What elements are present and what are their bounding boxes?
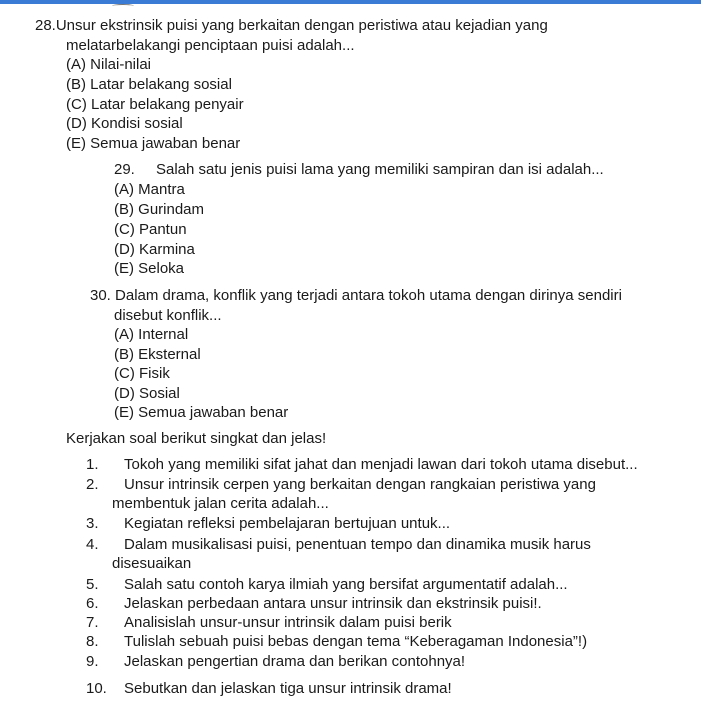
q30-option-a: (A) Internal bbox=[114, 326, 189, 343]
q29-option-d: (D) Karmina bbox=[114, 241, 195, 258]
q28-option-a: (A) Nilai-nilai bbox=[66, 56, 152, 73]
q28-option-b: (B) Latar belakang sosial bbox=[66, 76, 232, 93]
essay-item-10-text: Sebutkan dan jelaskan tiga unsur intrinsik drama! bbox=[124, 680, 452, 697]
q30-option-b: (B) Eksternal bbox=[114, 346, 201, 363]
essay-item-8-text: Tulislah sebuah puisi bebas dengan tema “Keberagaman Indonesia”!) bbox=[124, 633, 588, 650]
q30-option-e: (E) Semua jawaban benar bbox=[114, 404, 289, 421]
essay-item-7-text: Analisislah unsur-unsur intrinsik dalam puisi berik bbox=[124, 614, 452, 631]
q30-stem-line1: 30. Dalam drama, konflik yang terjadi antara tokoh utama dengan dirinya sendiri bbox=[90, 287, 622, 304]
essay-item-7-number: 7. bbox=[86, 614, 99, 631]
cropped-text-fragment bbox=[112, 4, 134, 8]
q29-option-c: (C) Pantun bbox=[114, 221, 187, 238]
essay-item-9-text: Jelaskan pengertian drama dan berikan contohnya! bbox=[124, 653, 466, 670]
essay-item-8-number: 8. bbox=[86, 633, 99, 650]
essay-item-2-text: Unsur intrinsik cerpen yang berkaitan dengan rangkaian peristiwa yang bbox=[124, 476, 596, 493]
essay-item-1-text: Tokoh yang memiliki sifat jahat dan menjadi lawan dari tokoh utama disebut... bbox=[124, 456, 638, 473]
essay-item-4-continuation: disesuaikan bbox=[112, 555, 192, 572]
q30-stem-line2: disebut konflik... bbox=[114, 307, 222, 324]
essay-item-3-text: Kegiatan refleksi pembelajaran bertujuan untuk... bbox=[124, 515, 451, 532]
q29-option-a: (A) Mantra bbox=[114, 181, 185, 198]
q30-option-c: (C) Fisik bbox=[114, 365, 170, 382]
q28-stem-line1: 28.Unsur ekstrinsik puisi yang berkaitan dengan peristiwa atau kejadian yang bbox=[35, 17, 548, 34]
essay-item-6-number: 6. bbox=[86, 595, 99, 612]
q29-option-b: (B) Gurindam bbox=[114, 201, 205, 218]
q29-option-e: (E) Seloka bbox=[114, 260, 185, 277]
q28-stem-line2: melatarbelakangi penciptaan puisi adalah... bbox=[66, 37, 355, 54]
essay-item-5-number: 5. bbox=[86, 576, 99, 593]
essay-item-2-number: 2. bbox=[86, 476, 99, 493]
essay-item-6-text: Jelaskan perbedaan antara unsur intrinsik dan ekstrinsik puisi!. bbox=[124, 595, 542, 612]
essay-instruction: Kerjakan soal berikut singkat dan jelas! bbox=[66, 430, 327, 447]
essay-item-2-continuation: membentuk jalan cerita adalah... bbox=[112, 495, 329, 512]
q28-option-e: (E) Semua jawaban benar bbox=[66, 135, 241, 152]
essay-item-4-number: 4. bbox=[86, 536, 99, 553]
q28-option-d: (D) Kondisi sosial bbox=[66, 115, 183, 132]
essay-item-9-number: 9. bbox=[86, 653, 99, 670]
q28-option-c: (C) Latar belakang penyair bbox=[66, 96, 244, 113]
essay-item-4-text: Dalam musikalisasi puisi, penentuan tempo dan dinamika musik harus bbox=[124, 536, 591, 553]
q29-number: 29. bbox=[114, 161, 135, 178]
top-blue-bar bbox=[0, 0, 701, 4]
q29-stem: Salah satu jenis puisi lama yang memiliki sampiran dan isi adalah... bbox=[156, 161, 604, 178]
essay-item-10-number: 10. bbox=[86, 680, 107, 697]
essay-item-1-number: 1. bbox=[86, 456, 99, 473]
q30-option-d: (D) Sosial bbox=[114, 385, 180, 402]
essay-item-5-text: Salah satu contoh karya ilmiah yang bersifat argumentatif adalah... bbox=[124, 576, 568, 593]
essay-item-3-number: 3. bbox=[86, 515, 99, 532]
